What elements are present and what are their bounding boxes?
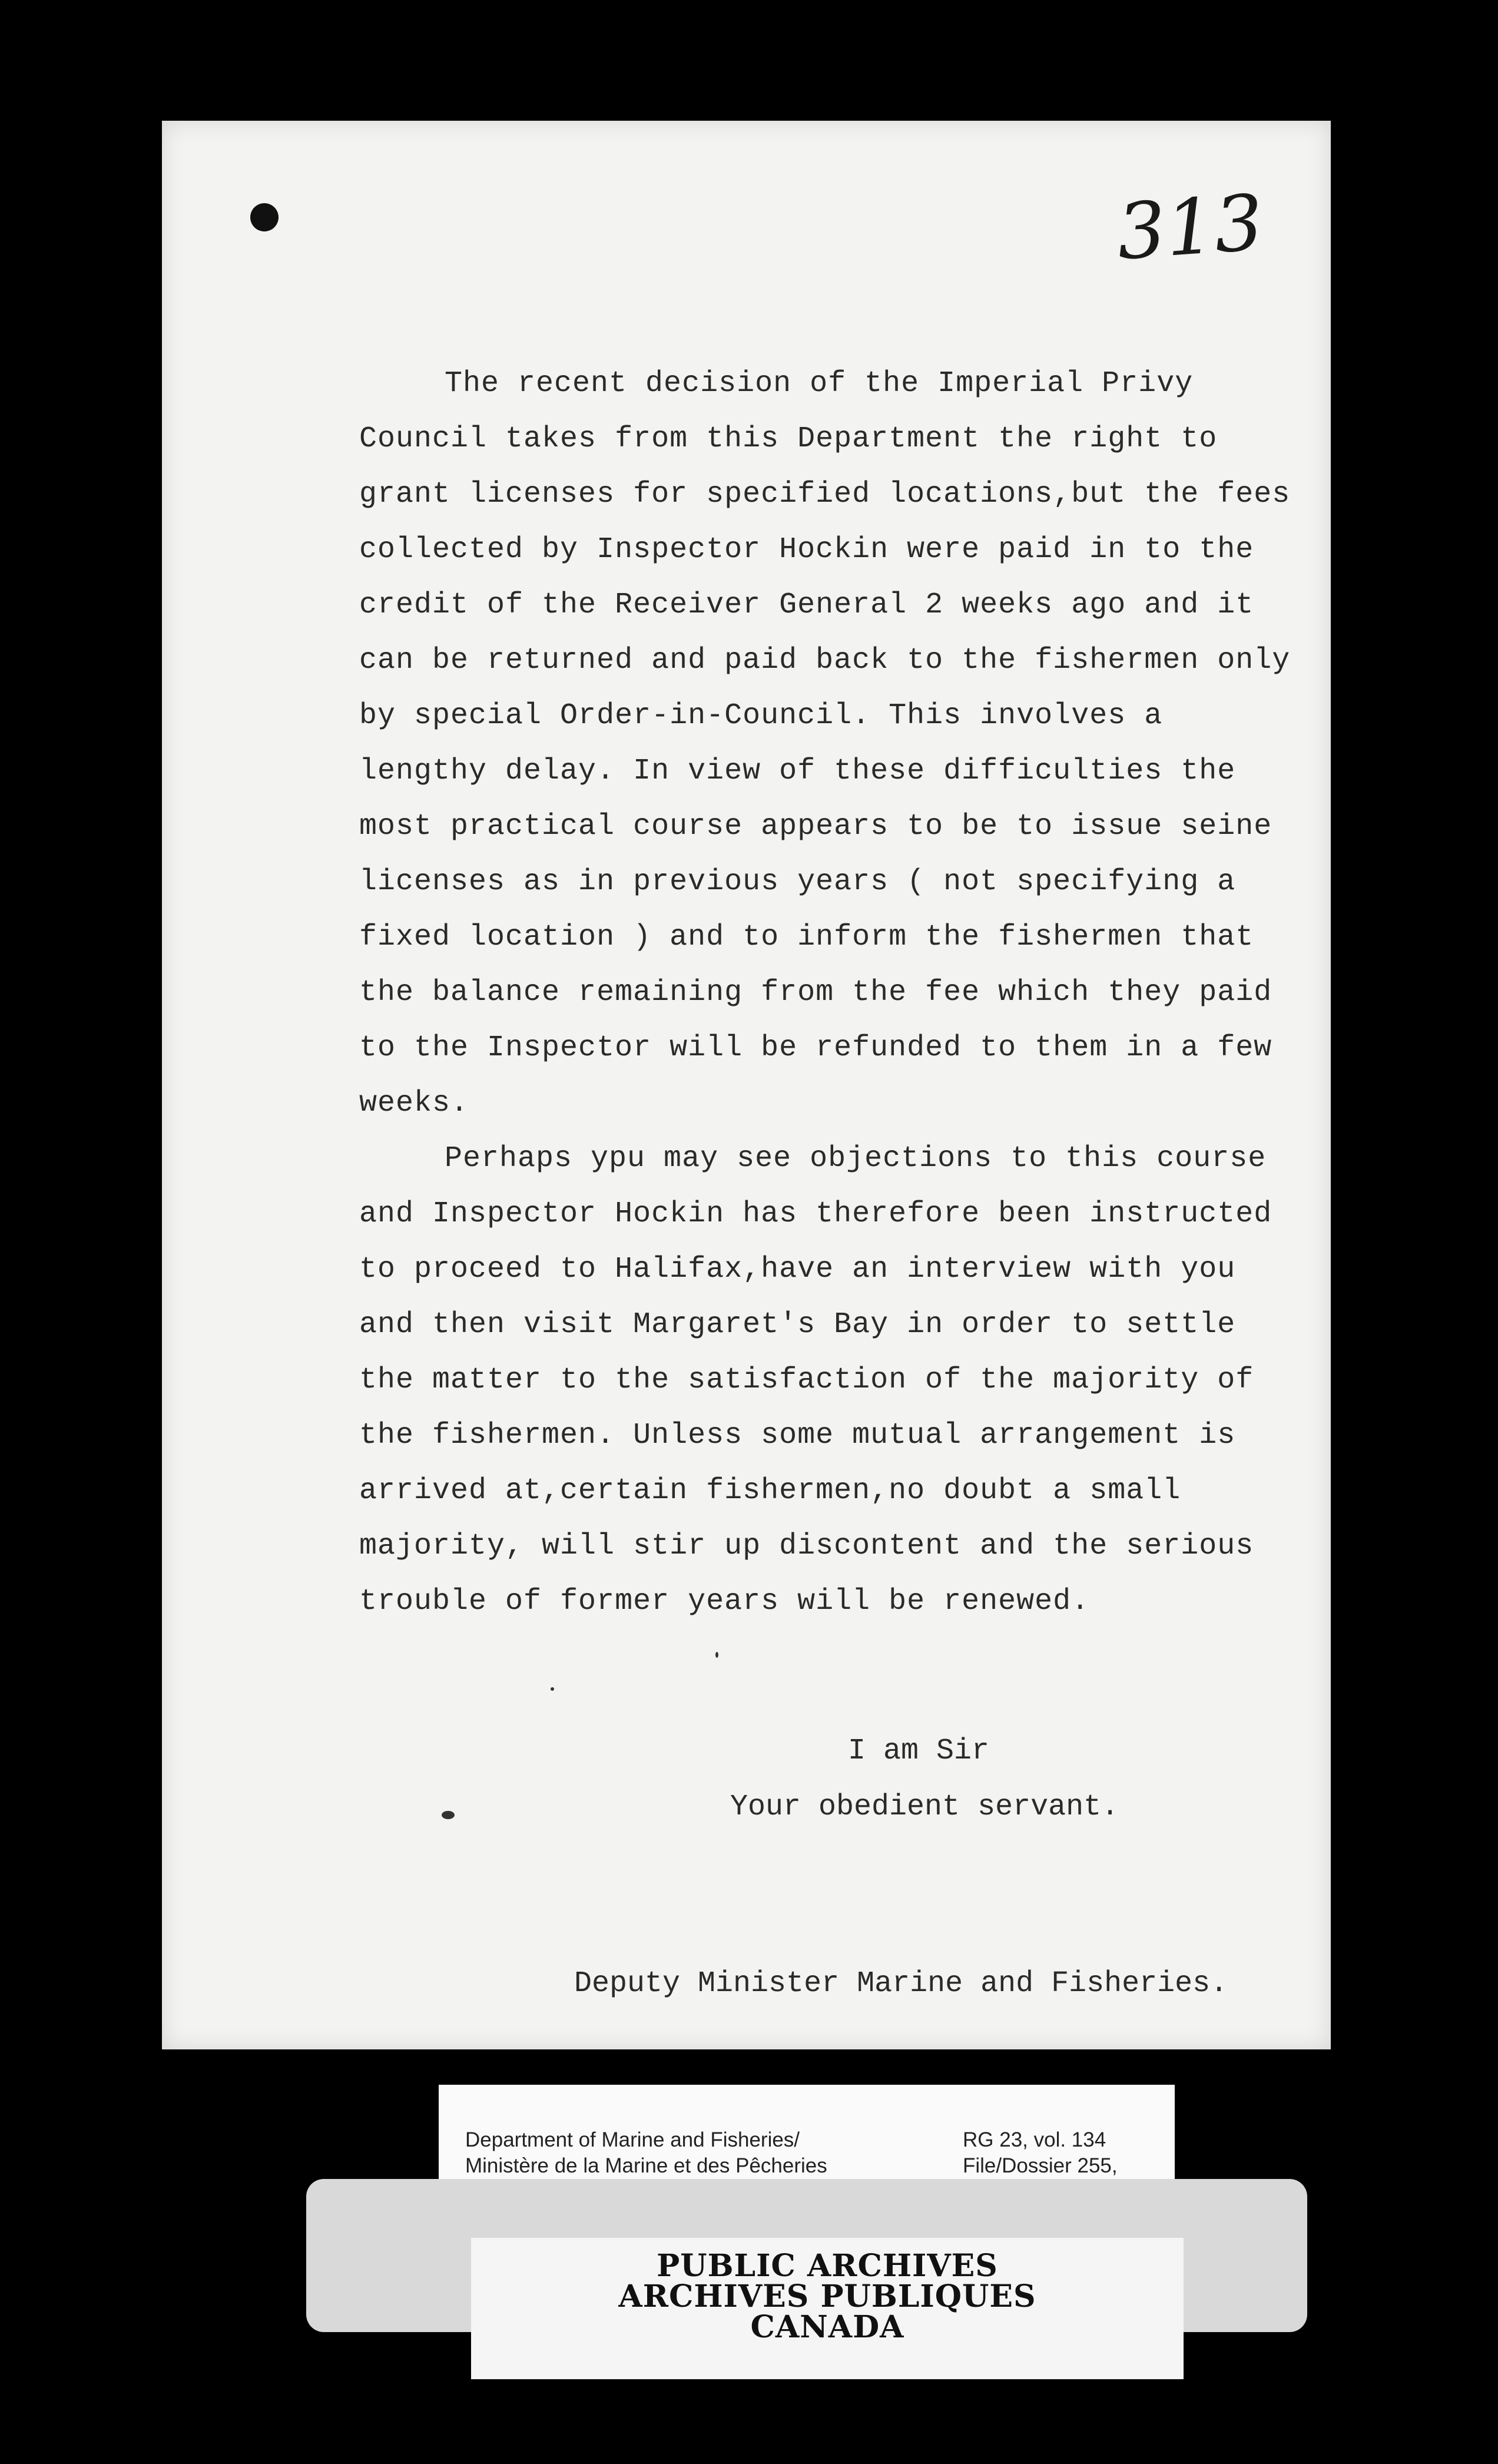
slip-ref-line-1: RG 23, vol. 134 <box>963 2128 1106 2151</box>
letter-body <box>359 356 1301 1630</box>
slip-dept-line-2: Ministère de la Marine et des Pêcheries <box>465 2154 827 2177</box>
stamp-line-3: CANADA <box>750 2309 904 2345</box>
stamp-line-2: ARCHIVES PUBLIQUES <box>618 2278 1036 2314</box>
signature-title: Deputy Minister Marine and Fisheries. <box>574 1967 1228 2001</box>
punch-hole <box>250 203 279 231</box>
paragraph-2: Perhaps ypu may see objections to this course and Inspector Hockin has therefore been instructed to proceed to Halifax,have an interview with you and then visit Margaret's Bay in order to settle the matter to the satisfaction of the majority of the fishermen. Unless some mutual arrangement is arrived at,certain fishermen,no doubt a small majority, will stir up discontent and the serious trouble of former years will be renewed. <box>359 1142 1272 1618</box>
paragraph-1: The recent decision of the Imperial Privy Council takes from this Department the right to grant licenses for specified locations,but the fees collected by Inspector Hockin were paid in to the credit of the Receiver General 2 weeks ago and it can be returned and paid back to the fishermen only by special Order-in-Council. This involves a lengthy delay. In view of these difficulties the most practical course appears to be to issue seine licenses as in previous years ( not specifying a fixed location ) and to inform the fishermen that the balance remaining from the fee which they paid to the Inspector will be refunded to them in a few weeks. <box>359 367 1291 1120</box>
closing-salutation: I am Sir <box>848 1734 990 1768</box>
stamp-line-1: PUBLIC ARCHIVES <box>657 2248 998 2284</box>
ink-speck <box>442 1811 455 1819</box>
ink-speck <box>551 1687 554 1691</box>
closing-servant: Your obedient servant. <box>730 1790 1119 1824</box>
folio-number: 313 <box>1113 177 1266 277</box>
slip-department <box>465 2127 827 2179</box>
document-page <box>162 121 1331 2049</box>
slip-dept-line-1: Department of Marine and Fisheries/ <box>465 2128 800 2151</box>
archives-stamp <box>471 2238 1184 2379</box>
ink-speck <box>715 1652 718 1658</box>
slip-ref-line-2: File/Dossier 255, <box>963 2154 1118 2177</box>
